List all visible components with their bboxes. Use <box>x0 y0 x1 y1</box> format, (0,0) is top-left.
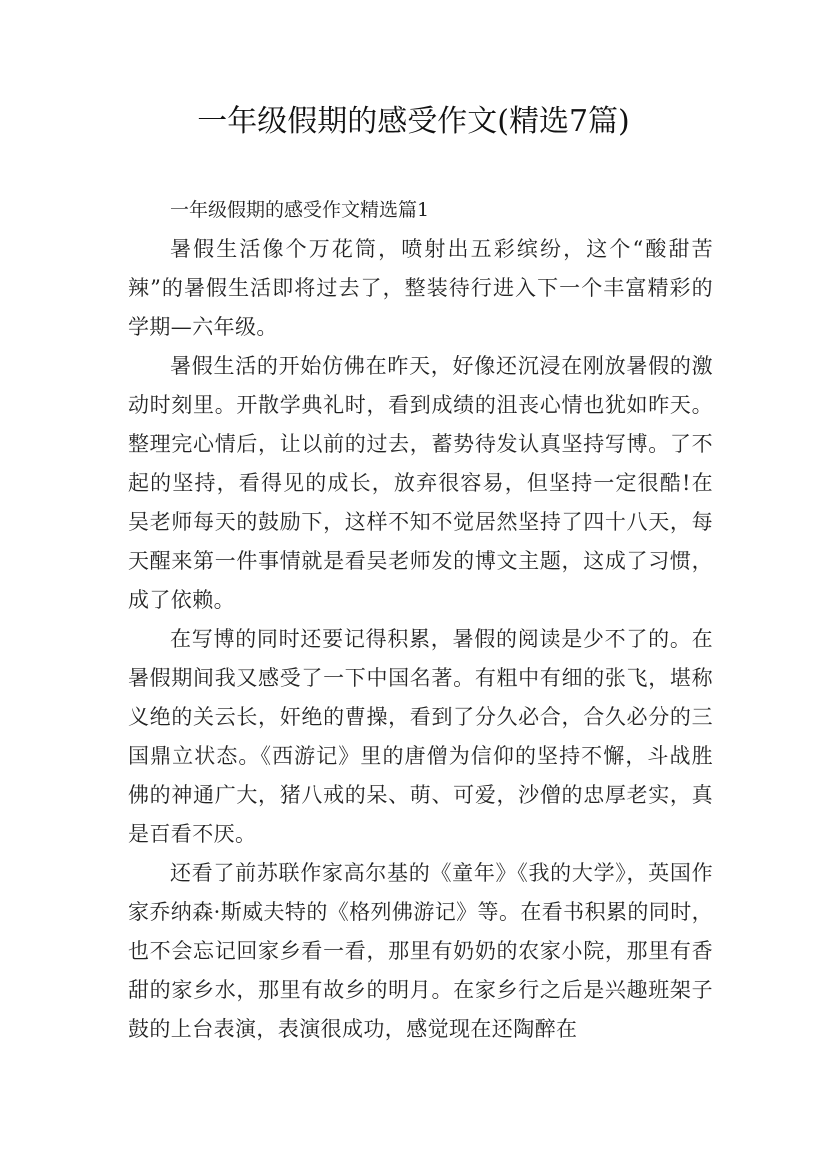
document-body <box>128 191 713 1049</box>
page-title: 一年级假期的感受作文(精选7篇) <box>197 104 630 139</box>
paragraph-3: 在写博的同时还要记得积累，暑假的阅读是少不了的。在暑假期间我又感受了一下中国名著。有粗中有细的张飞，堪称义绝的关云长，奸绝的曹操，看到了分久必合，合久必分的三国鼎立状态。《西游记》里的唐僧为信仰的坚持不懈，斗战胜佛的神通广大，猪八戒的呆、萌、可爱，沙僧的忠厚老实，真是百看不厌。 <box>128 627 713 846</box>
section-heading: 一年级假期的感受作文精选篇1 <box>170 199 430 221</box>
paragraph-2: 暑假生活的开始仿佛在昨天，好像还沉浸在刚放暑假的激动时刻里。开散学典礼时，看到成绩的沮丧心情也犹如昨天。整理完心情后，让以前的过去，蓄势待发认真坚持写博。了不起的坚持，看得见的成长，放弃很容易，但坚持一定很酷!在吴老师每天的鼓励下，这样不知不觉居然坚持了四十八天，每天醒来第一件事情就是看吴老师发的博文主题，这成了习惯，成了依赖。 <box>128 354 713 612</box>
paragraph-1: 暑假生活像个万花筒，喷射出五彩缤纷，这个“酸甜苦辣”的暑假生活即将过去了，整装待行进入下一个丰富精彩的学期—六年级。 <box>128 237 713 339</box>
paragraph-4: 还看了前苏联作家高尔基的《童年》《我的大学》，英国作家乔纳森·斯威夫特的《格列佛游记》等。在看书积累的同时，也不会忘记回家乡看一看，那里有奶奶的农家小院，那里有香甜的家乡水，那里有故乡的明月。在家乡行之后是兴趣班架子鼓的上台表演，表演很成功，感觉现在还陶醉在 <box>128 861 713 1041</box>
